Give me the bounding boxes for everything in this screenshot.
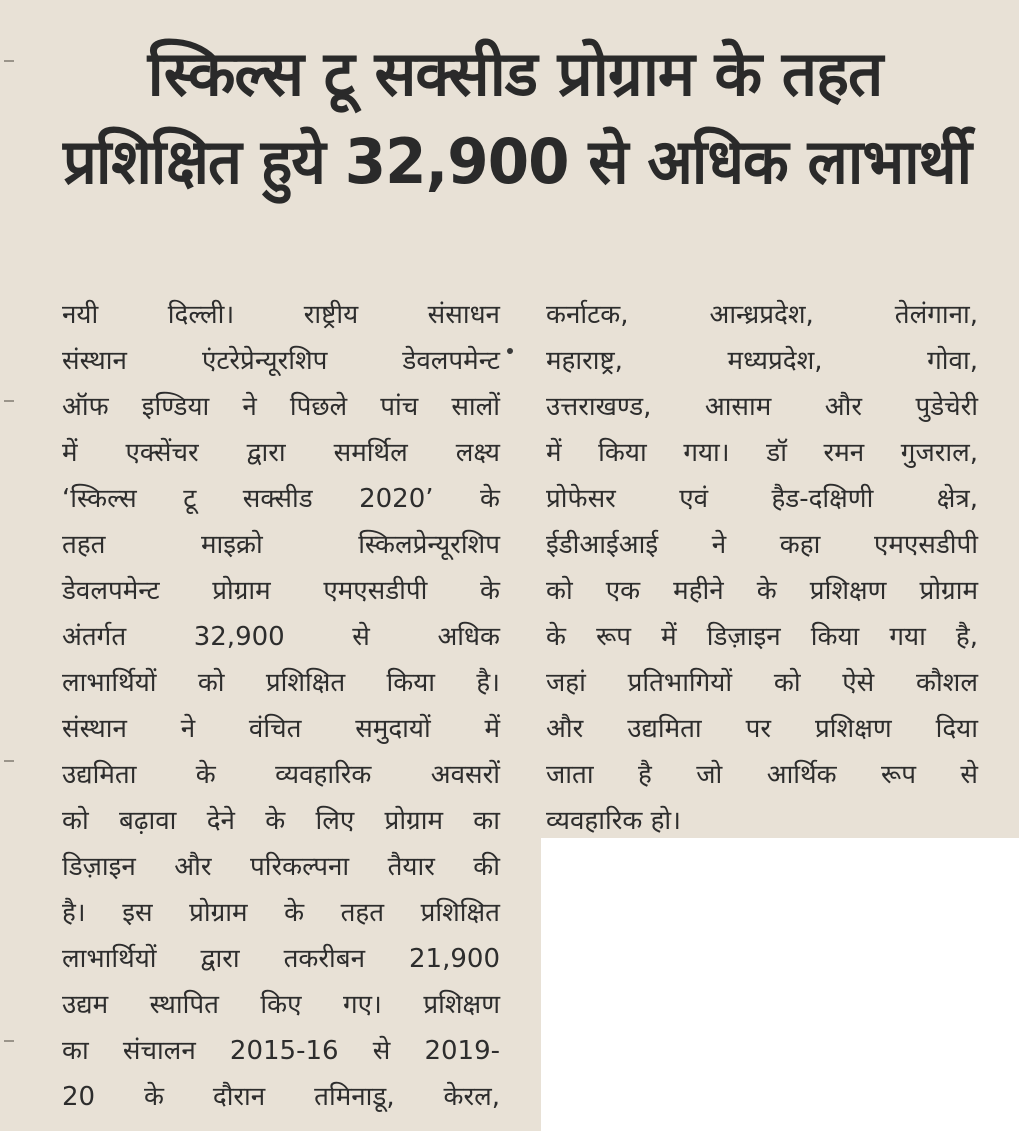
headline: [40, 30, 990, 206]
text-line: है। इस प्रोग्राम के तहत प्रशिक्षित: [62, 898, 500, 928]
text-line: प्रोफेसर एवं हैड-दक्षिणी क्षेत्र,: [546, 484, 978, 514]
text-line: 20 के दौरान तमिनाडू, केरल,: [62, 1082, 500, 1112]
text-line: तहत माइक्रो स्किलप्रेन्यूरशिप: [62, 530, 500, 560]
text-line: उत्तराखण्ड, आसाम और पुडेचेरी: [546, 392, 978, 422]
text-line: अंतर्गत 32,900 से अधिक: [62, 622, 500, 652]
text-line: में किया गया। डॉ रमन गुजराल,: [546, 438, 978, 468]
edge-mark: [4, 60, 14, 62]
text-line: ‘स्किल्स टू सक्सीड 2020’ के: [62, 484, 500, 514]
text-line: को एक महीने के प्रशिक्षण प्रोग्राम: [546, 576, 978, 606]
text-line: में एक्सेंचर द्वारा समर्थिल लक्ष्य: [62, 438, 500, 468]
text-line: लाभार्थियों द्वारा तकरीबन 21,900: [62, 944, 500, 974]
edge-mark: [4, 760, 14, 762]
text-line: ईडीआईआई ने कहा एमएसडीपी: [546, 530, 978, 560]
text-line: कर्नाटक, आन्ध्रप्रदेश, तेलंगाना,: [546, 300, 978, 330]
text-line: उद्यम स्थापित किए गए। प्रशिक्षण: [62, 990, 500, 1020]
text-line: और उद्यमिता पर प्रशिक्षण दिया: [546, 714, 978, 744]
text-line: के रूप में डिज़ाइन किया गया है,: [546, 622, 978, 652]
headline-line-1: स्किल्स टू सक्सीड प्रोग्राम के तहत: [147, 37, 883, 110]
article-column-left: [62, 292, 500, 1120]
text-line: जाता है जो आर्थिक रूप से: [546, 760, 978, 790]
text-line: महाराष्ट्र, मध्यप्रदेश, गोवा,: [546, 346, 978, 376]
text-line: उद्यमिता के व्यवहारिक अवसरों: [62, 760, 500, 790]
text-line: व्यवहारिक हो।: [546, 806, 681, 836]
text-line: का संचालन 2015-16 से 2019-: [62, 1036, 500, 1066]
text-line: को बढ़ावा देने के लिए प्रोग्राम का: [62, 806, 500, 836]
text-line: ऑफ इण्डिया ने पिछले पांच सालों: [62, 392, 500, 422]
headline-line-2: प्रशिक्षित हुये 32,900 से अधिक लाभार्थी: [63, 125, 972, 198]
text-line: डेवलपमेन्ट प्रोग्राम एमएसडीपी के: [62, 576, 500, 606]
blank-area: [541, 838, 1019, 1131]
article-column-right: [546, 292, 978, 844]
text-line: जहां प्रतिभागियों को ऐसे कौशल: [546, 668, 978, 698]
text-line: डिज़ाइन और परिकल्पना तैयार की: [62, 852, 500, 882]
edge-mark: [4, 400, 14, 402]
text-line: नयी दिल्ली। राष्ट्रीय संसाधन: [62, 300, 500, 330]
edge-mark: [4, 1040, 14, 1042]
text-line: संस्थान एंटरेप्रेन्यूरशिप डेवलपमेन्ट: [62, 346, 500, 376]
ink-speck: [507, 348, 513, 354]
text-line: लाभार्थियों को प्रशिक्षित किया है।: [62, 668, 500, 698]
text-line: संस्थान ने वंचित समुदायों में: [62, 714, 500, 744]
